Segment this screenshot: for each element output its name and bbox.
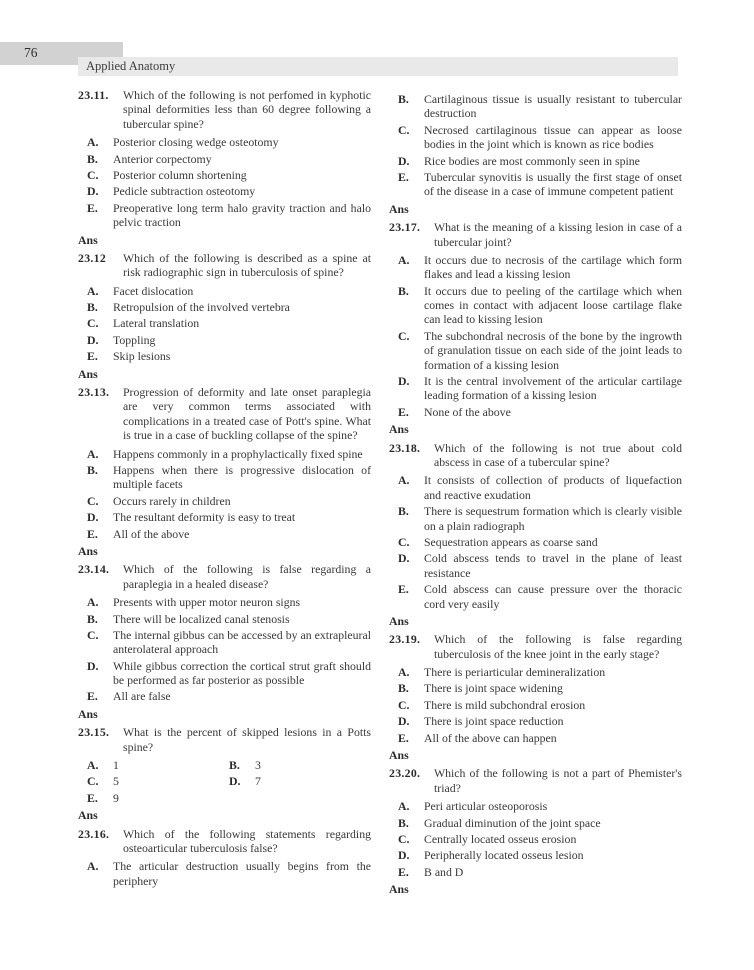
- option-text: Peri articular osteoporosis: [424, 799, 548, 814]
- option-row: [78, 184, 371, 198]
- option-text: Lateral translation: [113, 316, 200, 331]
- option-row: [78, 284, 371, 298]
- option-text: Anterior corpectomy: [113, 151, 212, 166]
- option-letter: D.: [87, 332, 99, 347]
- option-cell: [87, 791, 229, 805]
- option-row: [389, 253, 682, 282]
- option-letter: A.: [398, 252, 410, 267]
- option-row: [389, 731, 682, 745]
- question-text: Which of the following is not perfomed in kyphotic spinal deformities less than 60 degree following a tubercular spine?: [123, 88, 371, 131]
- question-number: 23.14.: [78, 562, 110, 577]
- option-row: [389, 504, 682, 533]
- option-row: [389, 848, 682, 862]
- option-grid-row: [78, 774, 371, 788]
- question-text: What is the meaning of a kissing lesion in case of a tubercular joint?: [434, 220, 682, 249]
- option-letter: A.: [398, 799, 410, 814]
- options: [78, 447, 371, 541]
- option-row: [78, 152, 371, 166]
- option-row: [389, 374, 682, 403]
- option-letter: D.: [398, 848, 410, 863]
- options: [389, 799, 682, 879]
- option-row: [389, 832, 682, 846]
- ans-label: Ans: [389, 613, 409, 628]
- option-text: There is joint space widening: [424, 681, 563, 696]
- ans-label: Ans: [78, 543, 98, 558]
- options: [389, 92, 682, 199]
- question-header: [78, 562, 371, 591]
- option-grid-row: [78, 791, 371, 805]
- option-letter: B.: [87, 462, 98, 477]
- option-letter: C.: [398, 122, 410, 137]
- option-text: There is mild subchondral erosion: [424, 697, 586, 712]
- option-letter: B.: [87, 300, 98, 315]
- option-text: Pedicle subtraction osteotomy: [113, 184, 256, 199]
- option-letter: E.: [398, 404, 409, 419]
- option-letter: B.: [229, 758, 240, 773]
- question-block: [389, 92, 682, 216]
- option-row: [389, 698, 682, 712]
- option-letter: C.: [398, 831, 410, 846]
- option-letter: D.: [87, 510, 99, 525]
- option-row: [389, 865, 682, 879]
- option-text: There is joint space reduction: [424, 714, 564, 729]
- option-text: The resultant deformity is easy to treat: [113, 510, 296, 525]
- option-letter: B.: [398, 815, 409, 830]
- option-row: [389, 154, 682, 168]
- option-row: [78, 168, 371, 182]
- option-letter: C.: [87, 493, 99, 508]
- ans-label: Ans: [389, 422, 409, 437]
- right-column: [389, 88, 682, 901]
- option-text: Peripherally located osseus lesion: [424, 848, 584, 863]
- ans-label: Ans: [78, 366, 98, 381]
- option-text: The internal gibbus can be accessed by an extrapleural anterolateral approach: [113, 627, 371, 657]
- question-text: Progression of deformity and late onset paraplegia are very common terms associated with complications in a treated case of Pott's spine. What is true in a case of buckling collapse of the spine?: [123, 385, 371, 443]
- question-block: [389, 766, 682, 896]
- option-row: [389, 551, 682, 580]
- option-row: [78, 135, 371, 149]
- option-text: Posterior closing wedge osteotomy: [113, 135, 279, 150]
- option-letter: E.: [398, 582, 409, 597]
- option-letter: D.: [398, 551, 410, 566]
- option-text: B and D: [424, 864, 464, 879]
- option-text: None of the above: [424, 404, 511, 419]
- question-number: 23.18.: [389, 440, 421, 455]
- option-letter: C.: [87, 627, 99, 642]
- option-letter: E.: [87, 689, 98, 704]
- option-letter: A.: [87, 859, 99, 874]
- option-letter: B.: [87, 151, 98, 166]
- option-text: Happens commonly in a prophylactically fixed spine: [113, 446, 363, 461]
- option-row: [389, 123, 682, 152]
- option-row: [389, 92, 682, 121]
- question-text: Which of the following is not true about cold abscess in case of a tubercular spine?: [434, 440, 682, 469]
- question-number: 23.19.: [389, 632, 421, 647]
- option-letter: A.: [87, 135, 99, 150]
- option-letter: E.: [87, 349, 98, 364]
- option-letter: E.: [398, 730, 409, 745]
- option-letter: A.: [87, 758, 99, 773]
- question-block: [389, 441, 682, 629]
- option-row: [78, 494, 371, 508]
- option-text: 9: [113, 790, 119, 805]
- question-block: [389, 220, 682, 436]
- option-text: It consists of collection of products of liquefaction and reactive exudation: [424, 473, 682, 502]
- option-row: [389, 170, 682, 199]
- option-text: It occurs due to necrosis of the cartilage which form flakes and lead a kissing lesion: [424, 252, 682, 282]
- chapter-header-bar: [78, 57, 678, 76]
- question-block: [78, 251, 371, 381]
- option-letter: D.: [398, 153, 410, 168]
- option-cell: [229, 774, 371, 788]
- question-number: 23.11.: [78, 88, 109, 102]
- ans-label: Ans: [78, 232, 98, 247]
- question-block: [389, 632, 682, 762]
- option-text: There is periarticular demineralization: [424, 665, 606, 680]
- option-row: [78, 689, 371, 703]
- options: [78, 595, 371, 704]
- option-text: 7: [255, 774, 261, 789]
- question-number: 23.13.: [78, 385, 110, 400]
- question-text: Which of the following is not a part of Phemister's triad?: [434, 766, 682, 795]
- question-header: [78, 725, 371, 754]
- question-text: Which of the following is false regarding a paraplegia in a healed disease?: [123, 562, 371, 591]
- options: [78, 284, 371, 364]
- option-grid-row: [78, 758, 371, 772]
- option-row: [78, 659, 371, 688]
- option-text: Happens when there is progressive dislocation of multiple facets: [113, 462, 371, 492]
- page-number: 76: [24, 45, 38, 60]
- option-letter: C.: [87, 774, 99, 789]
- option-text: There will be localized canal stenosis: [113, 611, 290, 626]
- question-header: [78, 251, 371, 280]
- option-letter: A.: [87, 595, 99, 610]
- option-text: 3: [255, 758, 261, 773]
- option-text: Facet dislocation: [113, 283, 194, 298]
- option-text: Tubercular synovitis is usually the first stage of onset of the disease in a case of immune competent patient: [424, 169, 682, 199]
- option-row: [78, 300, 371, 314]
- option-row: [78, 628, 371, 657]
- question-block: [78, 562, 371, 721]
- question-block: [78, 827, 371, 889]
- option-row: [389, 535, 682, 549]
- option-row: [78, 612, 371, 626]
- option-text: Posterior column shortening: [113, 167, 247, 182]
- option-row: [78, 316, 371, 330]
- option-row: [389, 799, 682, 813]
- question-block: [78, 725, 371, 822]
- option-text: There is sequestrum formation which is clearly visible on a plain radiograph: [424, 504, 682, 533]
- question-header: [389, 441, 682, 470]
- question-block: [78, 385, 371, 558]
- option-text: Centrally located osseus erosion: [424, 831, 577, 846]
- option-letter: B.: [398, 92, 409, 106]
- option-row: [389, 665, 682, 679]
- option-text: Cartilaginous tissue is usually resistant to tubercular destruction: [424, 92, 682, 121]
- question-header: [389, 632, 682, 661]
- option-row: [78, 510, 371, 524]
- option-text: All are false: [113, 689, 171, 704]
- option-row: [78, 595, 371, 609]
- option-row: [389, 714, 682, 728]
- option-row: [389, 816, 682, 830]
- question-header: [78, 385, 371, 443]
- question-area: [78, 88, 682, 901]
- question-number: 23.15.: [78, 725, 110, 740]
- option-row: [78, 527, 371, 541]
- option-text: All of the above can happen: [424, 730, 557, 745]
- option-letter: E.: [87, 790, 98, 805]
- option-letter: A.: [398, 665, 410, 680]
- options: [78, 758, 371, 805]
- question-header: [389, 766, 682, 795]
- question-text: Which of the following statements regarding osteoarticular tuberculosis false?: [123, 826, 371, 855]
- option-cell: [229, 758, 371, 772]
- option-cell: [87, 758, 229, 772]
- question-header: [389, 220, 682, 249]
- options: [78, 135, 371, 229]
- option-letter: D.: [229, 774, 241, 789]
- option-text: Cold abscess tends to travel in the plane of least resistance: [424, 551, 682, 580]
- option-text: It is the central involvement of the articular cartilage leading formation of a kissing lesion: [424, 374, 682, 403]
- option-row: [389, 405, 682, 419]
- option-text: Rice bodies are most commonly seen in spine: [424, 153, 640, 168]
- option-text: 5: [113, 774, 119, 789]
- option-row: [78, 859, 371, 888]
- option-letter: C.: [398, 697, 410, 712]
- option-letter: B.: [87, 611, 98, 626]
- option-text: Occurs rarely in children: [113, 493, 231, 508]
- option-letter: C.: [87, 316, 99, 331]
- option-row: [389, 681, 682, 695]
- ans-label: Ans: [389, 201, 409, 216]
- option-text: While gibbus correction the cortical strut graft should be performed as far posterior as possible: [113, 658, 371, 688]
- question-header: [78, 827, 371, 856]
- option-text: 1: [113, 758, 119, 773]
- option-letter: B.: [398, 504, 409, 519]
- option-letter: C.: [87, 167, 99, 182]
- option-text: The articular destruction usually begins from the periphery: [113, 859, 371, 888]
- ans-label: Ans: [389, 882, 409, 897]
- option-text: Preoperative long term halo gravity traction and halo pelvic traction: [113, 200, 371, 230]
- option-row: [389, 284, 682, 327]
- option-letter: B.: [398, 283, 409, 298]
- options: [78, 859, 371, 888]
- option-text: It occurs due to peeling of the cartilage which when comes in contact with adjacent loose cartilage flake can lead to kissing lesion: [424, 283, 682, 327]
- option-text: Gradual diminution of the joint space: [424, 815, 601, 830]
- question-number: 23.17.: [389, 220, 421, 235]
- ans-label: Ans: [78, 808, 98, 823]
- option-letter: E.: [87, 526, 98, 541]
- option-row: [78, 349, 371, 363]
- option-row: [389, 473, 682, 502]
- ans-label: Ans: [389, 748, 409, 763]
- option-letter: B.: [398, 681, 409, 696]
- option-letter: E.: [87, 200, 98, 215]
- question-number: 23.16.: [78, 826, 110, 841]
- option-row: [78, 447, 371, 461]
- left-column: [78, 88, 371, 901]
- question-block: [78, 88, 371, 247]
- question-text: Which of the following is false regarding tuberculosis of the knee joint in the early stage?: [434, 632, 682, 661]
- option-row: [389, 582, 682, 611]
- options: [389, 473, 682, 611]
- question-text: Which of the following is described as a spine at risk radiographic sign in tuberculosis of spine?: [123, 250, 371, 280]
- question-text: What is the percent of skipped lesions in a Potts spine?: [123, 725, 371, 754]
- option-letter: A.: [87, 283, 99, 298]
- option-letter: A.: [398, 473, 410, 488]
- option-letter: D.: [87, 658, 99, 673]
- option-letter: D.: [398, 714, 410, 729]
- option-text: Presents with upper motor neuron signs: [113, 595, 301, 610]
- ans-label: Ans: [78, 706, 98, 721]
- option-text: The subchondral necrosis of the bone by the ingrowth of granulation tissue on each side of the joint leads to formation of a kissing lesion: [424, 328, 682, 372]
- option-letter: D.: [398, 374, 410, 389]
- option-letter: E.: [398, 864, 409, 879]
- option-text: Necrosed cartilaginous tissue can appear as loose bodies in the joint which is known as rice bodies: [424, 122, 682, 152]
- option-row: [389, 329, 682, 372]
- option-letter: D.: [87, 184, 99, 199]
- option-row: [78, 201, 371, 230]
- option-text: Cold abscess can cause pressure over the thoracic cord very easily: [424, 582, 682, 611]
- option-cell: [87, 774, 229, 788]
- question-header: [78, 88, 371, 131]
- option-text: Sequestration appears as coarse sand: [424, 534, 598, 549]
- option-text: Skip lesions: [113, 349, 171, 364]
- chapter-title: Applied Anatomy: [86, 59, 176, 73]
- option-letter: A.: [87, 446, 99, 461]
- option-row: [78, 463, 371, 492]
- option-text: Retropulsion of the involved vertebra: [113, 300, 290, 315]
- option-letter: C.: [398, 328, 410, 343]
- options: [389, 665, 682, 745]
- option-row: [78, 333, 371, 347]
- question-number: 23.12: [78, 250, 107, 265]
- option-text: All of the above: [113, 526, 190, 541]
- option-text: Toppling: [113, 332, 156, 347]
- option-letter: E.: [398, 169, 409, 184]
- option-letter: C.: [398, 534, 410, 549]
- options: [389, 253, 682, 419]
- question-number: 23.20.: [389, 766, 421, 781]
